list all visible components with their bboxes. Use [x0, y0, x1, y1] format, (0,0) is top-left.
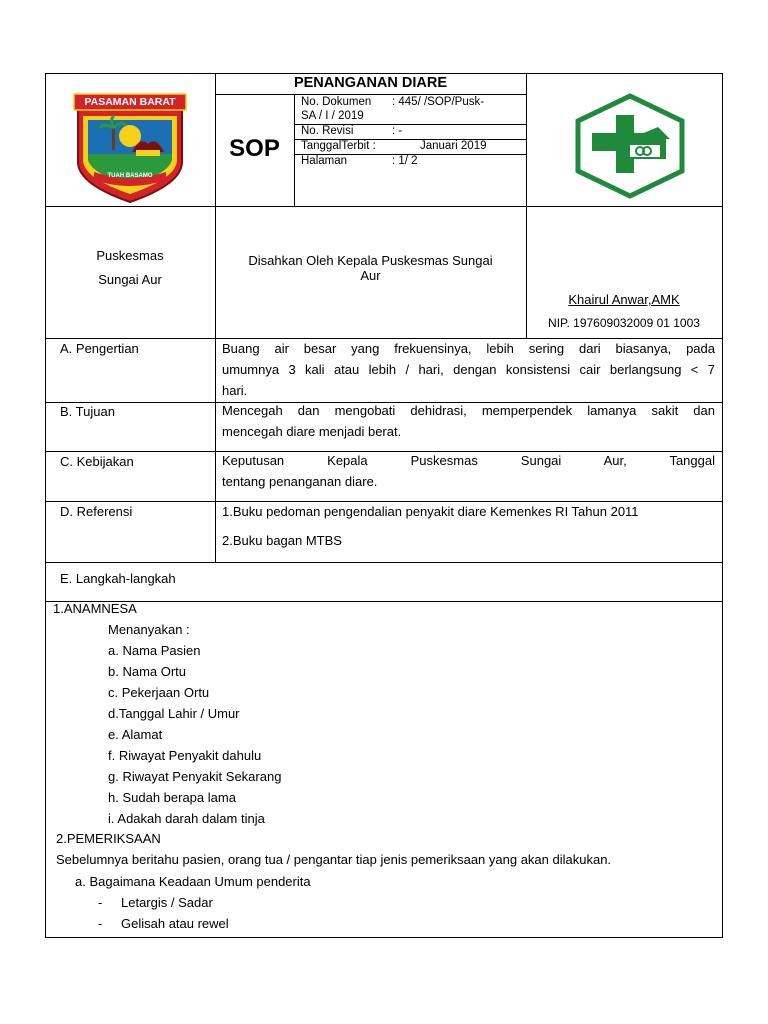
list-item: i. Adakah darah dalam tinja — [108, 811, 265, 826]
approved-by-line2: Aur — [360, 268, 381, 283]
list-item: a. Nama Pasien — [108, 643, 201, 658]
doc-number-label: No. Dokumen — [301, 96, 372, 108]
section-e-label: E. Langkah-langkah — [60, 571, 176, 586]
issued-value: Januari 2019 — [420, 140, 487, 152]
doc-number-value-cont: SA / I / 2019 — [301, 110, 364, 122]
list-item: e. Alamat — [108, 727, 163, 742]
table-border-right — [722, 73, 723, 938]
approved-by-line1: Disahkan Oleh Kepala Puskesmas Sungai — [248, 253, 493, 268]
section-c-label: C. Kebijakan — [60, 454, 134, 469]
signer-nip: NIP. 197609032009 01 1003 — [548, 316, 700, 330]
section-d-ref2: 2.Buku bagan MTBS — [222, 533, 342, 548]
unit-name-line2: Sungai Aur — [98, 272, 162, 287]
doc-number-value: : 445/ /SOP/Pusk- — [392, 96, 485, 108]
list-item: h. Sudah berapa lama — [108, 790, 236, 805]
signer-name: Khairul Anwar,AMK — [568, 292, 680, 307]
anamnesa-title: 1.ANAMNESA — [53, 601, 137, 616]
sop-label: SOP — [229, 135, 280, 162]
divider — [45, 601, 723, 602]
list-item: Letargis / Sadar — [121, 895, 213, 910]
page-value: : 1/ 2 — [392, 155, 418, 167]
ask-label: Menanyakan : — [108, 622, 190, 637]
list-item: f. Riwayat Penyakit dahulu — [108, 748, 262, 763]
section-a-text: Buang air besar yang frekuensinya, lebih sering dari biasanya, pada umumnya 3 kali atau lebih / hari, dengan konsistensi cair berlangsung < 7 hari. — [222, 341, 715, 398]
list-item: Gelisah atau rewel — [121, 916, 229, 931]
divider — [294, 94, 295, 206]
divider — [45, 501, 723, 502]
list-item: c. Pekerjaan Ortu — [108, 685, 210, 700]
section-c-text: Keputusan Kepala Puskesmas Sungai Aur, Tanggal tentang penanganan diare. — [222, 453, 715, 489]
revision-value: : - — [392, 125, 403, 137]
divider — [45, 562, 723, 563]
section-b-text: Mencegah dan mengobati dehidrasi, memperpendek lamanya sakit dan mencegah diare menjadi berat. — [222, 403, 715, 439]
section-d-ref1: 1.Buku pedoman pengendalian penyakit diare Kemenkes RI Tahun 2011 — [222, 504, 639, 519]
list-item: d.Tanggal Lahir / Umur — [108, 706, 240, 721]
divider — [215, 94, 526, 95]
exam-title: 2.PEMERIKSAAN — [56, 831, 161, 846]
unit-name-line1: Puskesmas — [96, 248, 164, 263]
document-title: PENANGANAN DIARE — [293, 75, 448, 91]
emblem-banner-text: PASAMAN BARAT — [84, 96, 176, 108]
section-d-label: D. Referensi — [60, 504, 133, 519]
list-item: b. Nama Ortu — [108, 664, 187, 679]
table-border-bottom — [45, 937, 723, 938]
divider — [45, 206, 723, 207]
puskesmas-logo — [572, 93, 688, 199]
exam-item-a: a. Bagaimana Keadaan Umum penderita — [75, 874, 311, 889]
table-border-left — [45, 73, 46, 938]
revision-label: No. Revisi — [301, 125, 354, 137]
table-border-top — [45, 73, 723, 74]
divider — [215, 338, 216, 562]
bullet-dash: - — [98, 895, 103, 910]
exam-intro: Sebelumnya beritahu pasien, orang tua / pengantar tiap jenis pemeriksaan yang akan dilakukan. — [56, 852, 612, 867]
issued-label: TanggalTerbit : — [301, 140, 376, 152]
page-label: Halaman — [301, 155, 348, 167]
pasaman-barat-emblem — [70, 92, 190, 204]
section-b-label: B. Tujuan — [60, 404, 115, 419]
emblem-motto-text: TUAH BASAMO — [107, 173, 153, 179]
section-a-label: A. Pengertian — [60, 341, 139, 356]
bullet-dash: - — [98, 916, 103, 931]
list-item: g. Riwayat Penyakit Sekarang — [108, 769, 282, 784]
